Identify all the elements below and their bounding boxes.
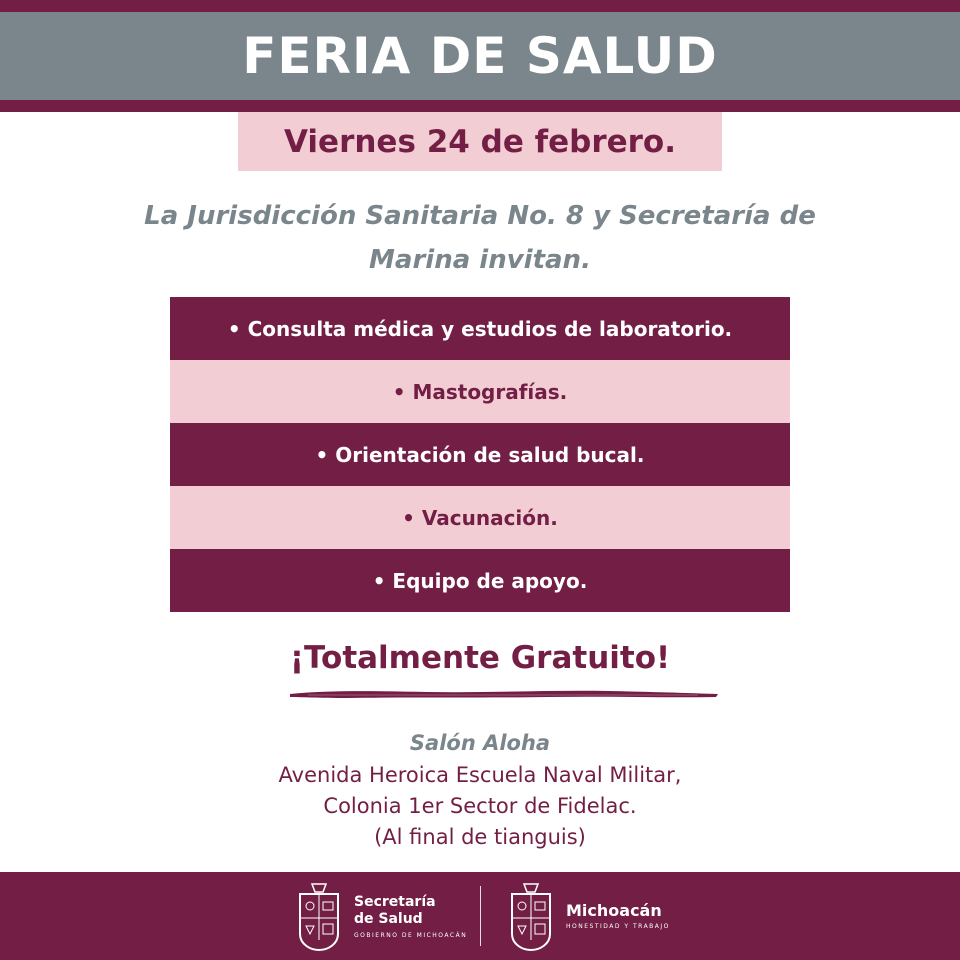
title-under-stripe [0, 100, 960, 112]
service-item-mastografias: • Mastografías. [170, 360, 790, 423]
address-line-1: Avenida Heroica Escuela Naval Militar, [278, 763, 682, 787]
coat-of-arms-icon [508, 880, 554, 952]
brush-underline [288, 688, 720, 700]
service-item-salud-bucal: • Orientación de salud bucal. [170, 423, 790, 486]
logo-divider [480, 886, 481, 946]
service-item-consulta: • Consulta médica y estudios de laboratorio. [170, 297, 790, 360]
footer [0, 872, 960, 960]
secretaria-subtitle: GOBIERNO DE MICHOACÁN [354, 931, 468, 939]
secretaria-salud-logo [296, 880, 467, 952]
top-stripe [0, 0, 960, 12]
address-note: (Al final de tianguis) [374, 825, 586, 849]
invitation-line-1: La Jurisdicción Sanitaria No. 8 y Secretaría de [144, 201, 816, 231]
michoacan-logo [508, 880, 670, 952]
services-list [170, 297, 790, 612]
venue-address [100, 760, 860, 853]
invitation-text [60, 194, 900, 282]
date-banner [238, 112, 722, 171]
service-item-vacunacion: • Vacunación. [170, 486, 790, 549]
event-date: Viernes 24 de febrero. [283, 123, 677, 160]
free-headline: ¡Totalmente Gratuito! [289, 640, 671, 676]
michoacan-name: Michoacán [566, 901, 662, 920]
secretaria-name-line-2: de Salud [354, 910, 423, 927]
venue-name: Salón Aloha [409, 731, 551, 755]
michoacan-subtitle: HONESTIDAD Y TRABAJO [566, 923, 670, 930]
coat-of-arms-icon [296, 880, 342, 952]
invitation-line-2: Marina invitan. [369, 245, 591, 275]
page-title: FERIA DE SALUD [242, 27, 718, 85]
secretaria-name-line-1: Secretaría [354, 893, 436, 910]
address-line-2: Colonia 1er Sector de Fidelac. [323, 794, 637, 818]
title-band [0, 12, 960, 100]
service-item-equipo-apoyo: • Equipo de apoyo. [170, 549, 790, 612]
